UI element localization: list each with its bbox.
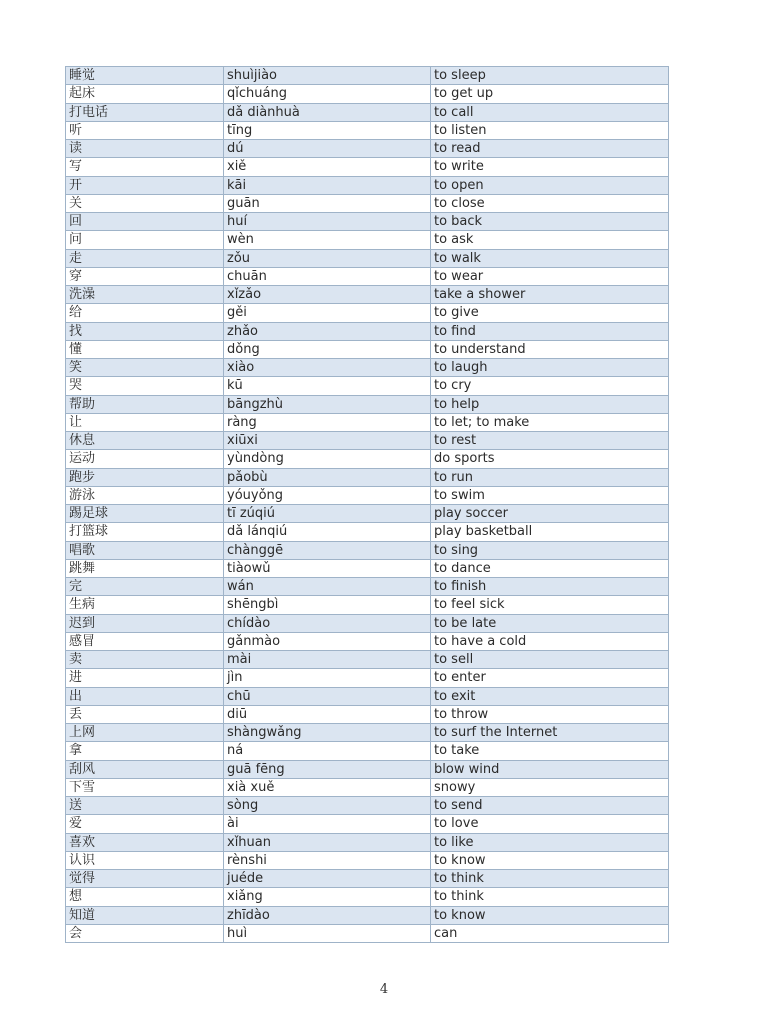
english-cell: play soccer: [431, 505, 669, 523]
english-cell: to enter: [431, 669, 669, 687]
table-row: [66, 176, 669, 194]
table-row: [66, 103, 669, 121]
pinyin-cell: zhīdào: [224, 906, 431, 924]
english-cell: to walk: [431, 249, 669, 267]
english-cell: to find: [431, 322, 669, 340]
english-cell: to like: [431, 833, 669, 851]
hanzi-cell: 踢足球: [66, 505, 224, 523]
table-row: [66, 267, 669, 285]
table-row: [66, 742, 669, 760]
table-row: [66, 596, 669, 614]
english-cell: to think: [431, 888, 669, 906]
page-number: 4: [379, 982, 389, 997]
table-row: [66, 468, 669, 486]
pinyin-cell: huì: [224, 924, 431, 942]
hanzi-cell: 觉得: [66, 870, 224, 888]
pinyin-cell: tiàowǔ: [224, 559, 431, 577]
pinyin-cell: sòng: [224, 797, 431, 815]
pinyin-cell: ài: [224, 815, 431, 833]
pinyin-cell: guān: [224, 194, 431, 212]
table-row: [66, 632, 669, 650]
pinyin-cell: xiě: [224, 158, 431, 176]
table-row: [66, 322, 669, 340]
table-row: [66, 924, 669, 942]
table-row: [66, 413, 669, 431]
pinyin-cell: ná: [224, 742, 431, 760]
table-row: [66, 249, 669, 267]
pinyin-cell: tī zúqiú: [224, 505, 431, 523]
english-cell: to write: [431, 158, 669, 176]
pinyin-cell: yùndòng: [224, 450, 431, 468]
english-cell: to understand: [431, 340, 669, 358]
english-cell: to feel sick: [431, 596, 669, 614]
vocabulary-table: [65, 66, 669, 943]
hanzi-cell: 迟到: [66, 614, 224, 632]
pinyin-cell: xiǎng: [224, 888, 431, 906]
english-cell: to know: [431, 851, 669, 869]
english-cell: to let; to make: [431, 413, 669, 431]
hanzi-cell: 游泳: [66, 486, 224, 504]
hanzi-cell: 让: [66, 413, 224, 431]
english-cell: to have a cold: [431, 632, 669, 650]
hanzi-cell: 回: [66, 213, 224, 231]
hanzi-cell: 想: [66, 888, 224, 906]
hanzi-cell: 给: [66, 304, 224, 322]
hanzi-cell: 懂: [66, 340, 224, 358]
pinyin-cell: shēngbì: [224, 596, 431, 614]
pinyin-cell: rènshi: [224, 851, 431, 869]
english-cell: to sing: [431, 541, 669, 559]
table-row: [66, 67, 669, 85]
table-row: [66, 669, 669, 687]
english-cell: to laugh: [431, 359, 669, 377]
table-row: [66, 870, 669, 888]
english-cell: to sleep: [431, 67, 669, 85]
english-cell: to back: [431, 213, 669, 231]
table-row: [66, 395, 669, 413]
english-cell: to love: [431, 815, 669, 833]
pinyin-cell: wèn: [224, 231, 431, 249]
table-row: [66, 505, 669, 523]
english-cell: to be late: [431, 614, 669, 632]
table-row: [66, 797, 669, 815]
pinyin-cell: wán: [224, 578, 431, 596]
hanzi-cell: 喜欢: [66, 833, 224, 851]
table-row: [66, 432, 669, 450]
pinyin-cell: dǎ diànhuà: [224, 103, 431, 121]
hanzi-cell: 认识: [66, 851, 224, 869]
pinyin-cell: xià xuě: [224, 778, 431, 796]
pinyin-cell: kāi: [224, 176, 431, 194]
pinyin-cell: chídào: [224, 614, 431, 632]
pinyin-cell: gěi: [224, 304, 431, 322]
english-cell: to ask: [431, 231, 669, 249]
english-cell: can: [431, 924, 669, 942]
table-row: [66, 377, 669, 395]
english-cell: to sell: [431, 651, 669, 669]
hanzi-cell: 哭: [66, 377, 224, 395]
hanzi-cell: 开: [66, 176, 224, 194]
table-row: [66, 523, 669, 541]
english-cell: to exit: [431, 687, 669, 705]
table-row: [66, 121, 669, 139]
pinyin-cell: tīng: [224, 121, 431, 139]
table-row: [66, 578, 669, 596]
hanzi-cell: 出: [66, 687, 224, 705]
pinyin-cell: chuān: [224, 267, 431, 285]
table-row: [66, 286, 669, 304]
pinyin-cell: xǐzǎo: [224, 286, 431, 304]
english-cell: to get up: [431, 85, 669, 103]
table-row: [66, 614, 669, 632]
hanzi-cell: 问: [66, 231, 224, 249]
table-row: [66, 450, 669, 468]
pinyin-cell: shàngwǎng: [224, 724, 431, 742]
pinyin-cell: xiūxi: [224, 432, 431, 450]
pinyin-cell: diū: [224, 705, 431, 723]
english-cell: to surf the Internet: [431, 724, 669, 742]
hanzi-cell: 跳舞: [66, 559, 224, 577]
hanzi-cell: 完: [66, 578, 224, 596]
pinyin-cell: bāngzhù: [224, 395, 431, 413]
english-cell: to help: [431, 395, 669, 413]
table-row: [66, 724, 669, 742]
table-row: [66, 359, 669, 377]
hanzi-cell: 帮助: [66, 395, 224, 413]
table-row: [66, 760, 669, 778]
english-cell: to rest: [431, 432, 669, 450]
hanzi-cell: 走: [66, 249, 224, 267]
table-row: [66, 559, 669, 577]
pinyin-cell: ràng: [224, 413, 431, 431]
english-cell: to run: [431, 468, 669, 486]
table-row: [66, 486, 669, 504]
english-cell: to take: [431, 742, 669, 760]
hanzi-cell: 起床: [66, 85, 224, 103]
hanzi-cell: 会: [66, 924, 224, 942]
pinyin-cell: jìn: [224, 669, 431, 687]
hanzi-cell: 拿: [66, 742, 224, 760]
table-row: [66, 140, 669, 158]
english-cell: to read: [431, 140, 669, 158]
table-row: [66, 888, 669, 906]
hanzi-cell: 跑步: [66, 468, 224, 486]
table-row: [66, 85, 669, 103]
hanzi-cell: 休息: [66, 432, 224, 450]
pinyin-cell: mài: [224, 651, 431, 669]
hanzi-cell: 洗澡: [66, 286, 224, 304]
english-cell: take a shower: [431, 286, 669, 304]
pinyin-cell: xiào: [224, 359, 431, 377]
table-row: [66, 340, 669, 358]
vocabulary-table-body: [66, 67, 669, 943]
table-row: [66, 194, 669, 212]
table-row: [66, 833, 669, 851]
english-cell: to open: [431, 176, 669, 194]
table-row: [66, 778, 669, 796]
hanzi-cell: 运动: [66, 450, 224, 468]
pinyin-cell: yóuyǒng: [224, 486, 431, 504]
hanzi-cell: 下雪: [66, 778, 224, 796]
pinyin-cell: juéde: [224, 870, 431, 888]
hanzi-cell: 睡觉: [66, 67, 224, 85]
pinyin-cell: gǎnmào: [224, 632, 431, 650]
hanzi-cell: 读: [66, 140, 224, 158]
pinyin-cell: zǒu: [224, 249, 431, 267]
table-row: [66, 231, 669, 249]
hanzi-cell: 唱歌: [66, 541, 224, 559]
table-row: [66, 304, 669, 322]
english-cell: to call: [431, 103, 669, 121]
english-cell: to listen: [431, 121, 669, 139]
english-cell: play basketball: [431, 523, 669, 541]
hanzi-cell: 卖: [66, 651, 224, 669]
table-row: [66, 541, 669, 559]
table-row: [66, 815, 669, 833]
pinyin-cell: dú: [224, 140, 431, 158]
english-cell: to swim: [431, 486, 669, 504]
english-cell: blow wind: [431, 760, 669, 778]
hanzi-cell: 送: [66, 797, 224, 815]
english-cell: do sports: [431, 450, 669, 468]
hanzi-cell: 进: [66, 669, 224, 687]
english-cell: to dance: [431, 559, 669, 577]
hanzi-cell: 刮风: [66, 760, 224, 778]
english-cell: to think: [431, 870, 669, 888]
english-cell: to finish: [431, 578, 669, 596]
pinyin-cell: xǐhuan: [224, 833, 431, 851]
pinyin-cell: dǒng: [224, 340, 431, 358]
table-row: [66, 705, 669, 723]
pinyin-cell: zhǎo: [224, 322, 431, 340]
hanzi-cell: 上网: [66, 724, 224, 742]
hanzi-cell: 关: [66, 194, 224, 212]
hanzi-cell: 生病: [66, 596, 224, 614]
english-cell: to send: [431, 797, 669, 815]
pinyin-cell: guā fēng: [224, 760, 431, 778]
english-cell: to cry: [431, 377, 669, 395]
hanzi-cell: 爱: [66, 815, 224, 833]
english-cell: to know: [431, 906, 669, 924]
hanzi-cell: 打电话: [66, 103, 224, 121]
table-row: [66, 906, 669, 924]
hanzi-cell: 知道: [66, 906, 224, 924]
pinyin-cell: qǐchuáng: [224, 85, 431, 103]
pinyin-cell: shuìjiào: [224, 67, 431, 85]
english-cell: to throw: [431, 705, 669, 723]
hanzi-cell: 写: [66, 158, 224, 176]
table-row: [66, 687, 669, 705]
english-cell: to give: [431, 304, 669, 322]
table-row: [66, 851, 669, 869]
hanzi-cell: 穿: [66, 267, 224, 285]
pinyin-cell: huí: [224, 213, 431, 231]
hanzi-cell: 感冒: [66, 632, 224, 650]
hanzi-cell: 笑: [66, 359, 224, 377]
table-row: [66, 158, 669, 176]
english-cell: to close: [431, 194, 669, 212]
hanzi-cell: 听: [66, 121, 224, 139]
pinyin-cell: pǎobù: [224, 468, 431, 486]
english-cell: snowy: [431, 778, 669, 796]
table-row: [66, 651, 669, 669]
hanzi-cell: 丢: [66, 705, 224, 723]
pinyin-cell: chànggē: [224, 541, 431, 559]
pinyin-cell: chū: [224, 687, 431, 705]
english-cell: to wear: [431, 267, 669, 285]
hanzi-cell: 找: [66, 322, 224, 340]
hanzi-cell: 打篮球: [66, 523, 224, 541]
table-row: [66, 213, 669, 231]
pinyin-cell: kū: [224, 377, 431, 395]
pinyin-cell: dǎ lánqiú: [224, 523, 431, 541]
